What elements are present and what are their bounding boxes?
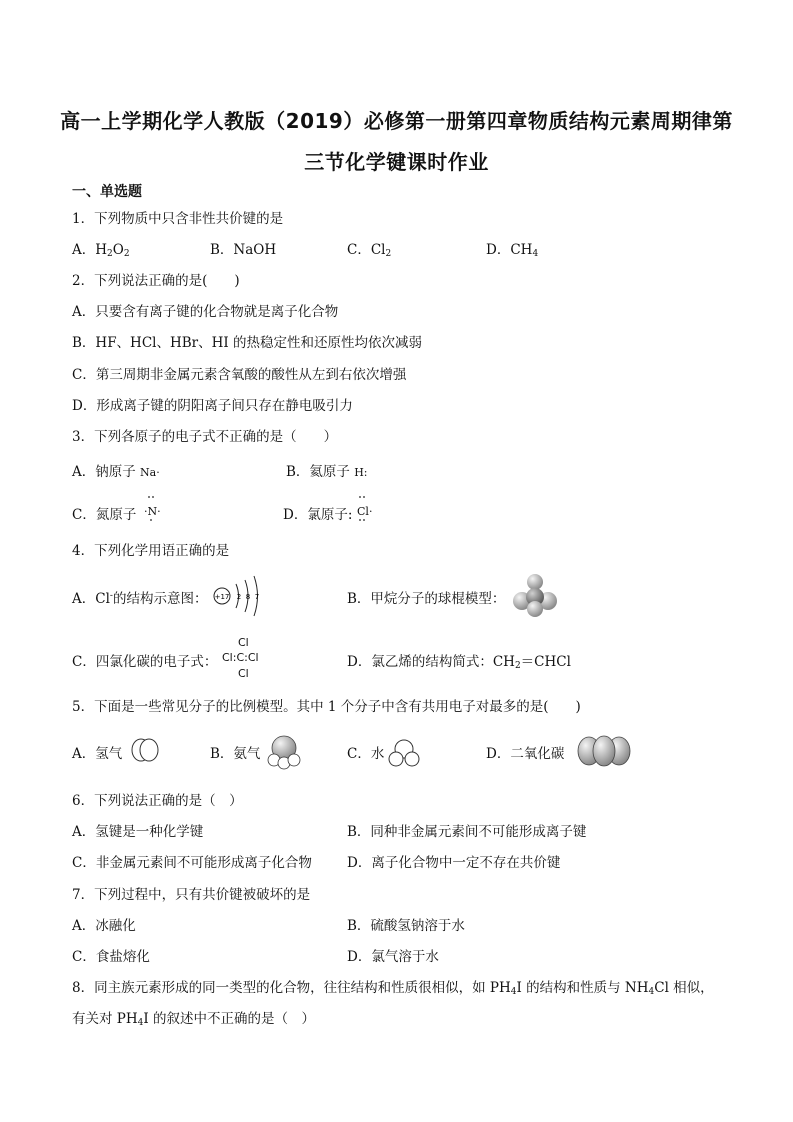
water-space-filling-model [388, 736, 420, 768]
q2-option-b: B．HF、HCl、HBr、HI 的热稳定性和还原性均依次减弱 [72, 335, 423, 351]
ccl4-bottom-cl: Cl [238, 667, 249, 680]
q3-option-d: D．氯原子: [283, 507, 353, 523]
q8-stem-line-2: 有关对 $PH_4I$ 的叙述中不正确的是（ ） [72, 1011, 316, 1028]
ccl4-middle-row: Cl:C:Cl [222, 651, 259, 664]
q6-option-c: C．非金属元素间不可能形成离子化合物 [72, 855, 312, 871]
q4-option-a: A．Cl-的结构示意图： [72, 591, 208, 607]
q2-stem: 2．下列说法正确的是( ) [72, 273, 240, 289]
q7-option-a: A．冰融化 [72, 918, 136, 934]
title-line-1: 高一上学期化学人教版（2019）必修第一册第四章物质结构元素周期律第 [60, 109, 733, 133]
q7-option-c: C．食盐熔化 [72, 949, 150, 965]
q1-option-b: B．NaOH [210, 242, 277, 258]
section-heading: 一、单选题 [72, 184, 142, 200]
nucleus-label: +17 [214, 593, 230, 601]
q4-option-b: B．甲烷分子的球棍模型： [347, 591, 506, 607]
hydrogen-space-filling-model [130, 737, 160, 763]
he-electron-formula: H: [354, 466, 368, 479]
na-electron-formula: Na· [140, 466, 160, 479]
q2-option-a: A．只要含有离子键的化合物就是离子化合物 [72, 304, 339, 320]
shell-3-count: 7 [254, 593, 260, 601]
ammonia-space-filling-model [266, 733, 302, 769]
q1-option-a: A．$H_2O_2$ [72, 242, 130, 259]
q5-option-c: C．水 [347, 746, 385, 762]
q4-option-c: C．四氯化碳的电子式： [72, 654, 218, 670]
q3-option-a: A．钠原子 Na· [72, 464, 160, 480]
q2-option-d: D．形成离子键的阴阳离子间只存在静电吸引力 [72, 398, 353, 414]
q1-stem: 1．下列物质中只含非性共价键的是 [72, 211, 284, 227]
q6-option-b: B．同种非金属元素间不可能形成离子键 [347, 824, 587, 840]
methane-ball-stick-model [512, 573, 558, 617]
q3-stem: 3．下列各原子的电子式不正确的是（ ） [72, 429, 338, 445]
q6-option-a: A．氢键是一种化学键 [72, 824, 204, 840]
q3-option-b: B．氦原子 H: [286, 464, 368, 480]
n-electron-dots [146, 496, 160, 522]
cl-ion-structure-diagram [212, 574, 268, 618]
q5-stem: 5．下面是一些常见分子的比例模型。其中 1 个分子中含有共用电子对最多的是( ) [72, 699, 581, 715]
n-electron-formula: ·N· [144, 505, 161, 518]
q5-option-a: A．氢气 [72, 746, 123, 762]
q4-option-d: D．氯乙烯的结构简式：$CH_2=CHCl$ [347, 654, 571, 671]
q6-stem: 6．下列说法正确的是（ ） [72, 793, 243, 809]
q4-stem: 4．下列化学用语正确的是 [72, 543, 230, 559]
ccl4-top-cl: Cl [238, 636, 249, 649]
q1-option-d: D．$CH_4$ [486, 242, 539, 259]
q7-stem: 7．下列过程中，只有共价键被破坏的是 [72, 887, 311, 903]
shell-1-count: 2 [236, 593, 242, 601]
q7-option-b: B．硫酸氢钠溶于水 [347, 918, 465, 934]
q5-option-d: D．二氧化碳 [486, 746, 565, 762]
q8-stem-line-1: 8．同主族元素形成的同一类型的化合物，往往结构和性质很相似，如 $PH_4I$ 的结构和性质与 $NH_4Cl$ 相似， [72, 980, 714, 997]
q2-option-c: C．第三周期非金属元素含氧酸的酸性从左到右依次增强 [72, 367, 407, 383]
q7-option-d: D．氯气溶于水 [347, 949, 439, 965]
shell-2-count: 8 [245, 593, 251, 601]
q6-option-d: D．离子化合物中一定不存在共价键 [347, 855, 561, 871]
q3-option-c: C．氮原子 [72, 507, 137, 523]
cl-electron-formula: Cl· [357, 505, 373, 518]
title-line-2: 三节化学键课时作业 [304, 150, 489, 174]
co2-space-filling-model [576, 734, 632, 768]
q1-option-c: C．$Cl_2$ [347, 242, 392, 259]
cl-electron-dots [357, 496, 371, 522]
q5-option-b: B．氨气 [210, 746, 261, 762]
